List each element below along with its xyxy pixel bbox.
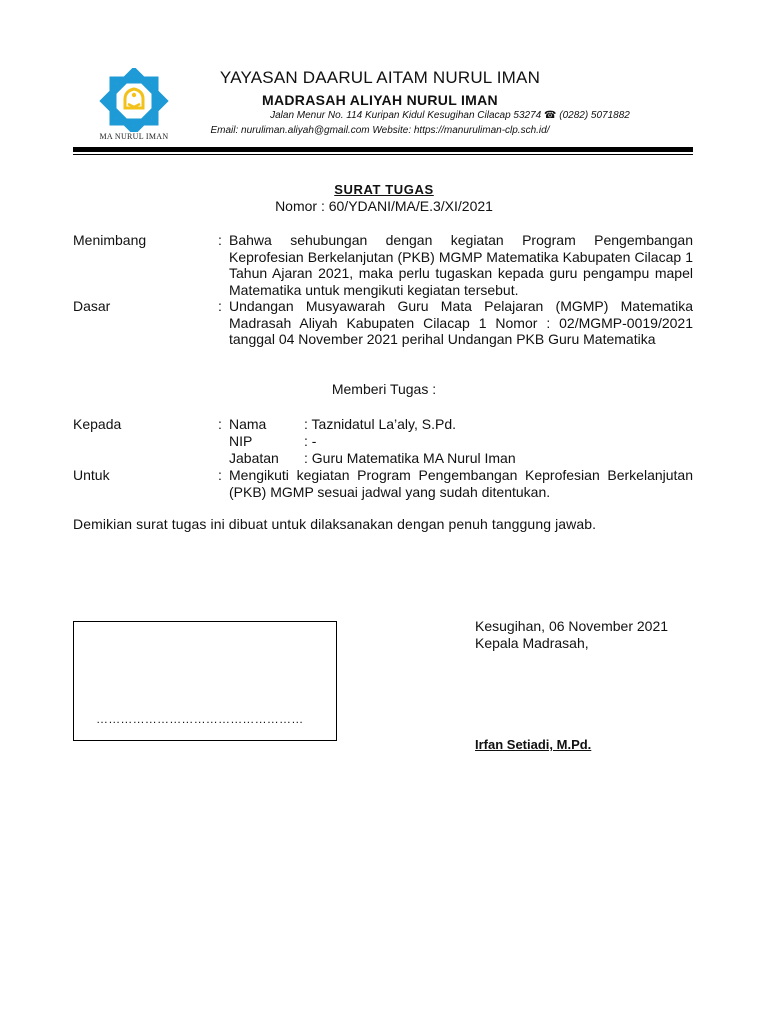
letter-title: SURAT TUGAS [334,182,434,197]
field-value-position: : Guru Matematika MA Nurul Iman [304,450,516,466]
signer-role: Kepala Madrasah, [475,635,589,651]
organization-name: YAYASAN DAARUL AITAM NURUL IMAN [219,68,541,87]
phone-number: (0282) 5071882 [559,110,630,121]
field-label-nip: NIP [229,433,253,449]
field-value-nip: : - [304,433,317,449]
field-label-position: Jabatan [229,450,279,466]
purpose-label: Untuk [73,467,110,483]
letterhead-divider-thin [73,154,693,155]
considering-colon: : [218,232,222,248]
address-text: Jalan Menur No. 114 Kuripan Kidul Kesugihan Cilacap 53274 [270,110,542,121]
basis-label: Dasar [73,298,111,314]
signature-box-dotted-line: …………………………………………… [96,712,304,726]
eight-point-star-logo-icon [92,68,176,132]
purpose-text: Mengikuti kegiatan Program Pengembangan Keprofesian Berkelanjutan (PKB) MGMP sesuai jadwal yang sudah ditentukan. [229,467,693,500]
place-date: Kesugihan, 06 November 2021 [475,618,669,634]
considering-text: Bahwa sehubungan dengan kegiatan Program Pengembangan Keprofesian Berkelanjutan (PKB) MGMP Matematika Kabupaten Cilacap 1 Tahun Ajaran 2021, maka perlu tugaskan kepada guru pengampu mapel Matematika untuk mengikuti kegiatan tersebut. [229,232,693,298]
recipient-colon: : [218,416,222,432]
considering-label: Menimbang [73,232,147,248]
logo-caption: MA NURUL IMAN [99,132,169,141]
closing-statement: Demikian surat tugas ini dibuat untuk dilaksanakan dengan penuh tanggung jawab. [73,516,597,532]
purpose-colon: : [218,467,222,483]
letterhead-divider-thick [73,147,693,152]
basis-colon: : [218,298,222,314]
recipient-label: Kepada [73,416,122,432]
school-name: MADRASAH ALIYAH NURUL IMAN [262,92,498,108]
address-line [180,110,720,121]
letter-number: Nomor : 60/YDANI/MA/E.3/XI/2021 [275,198,493,214]
phone-icon: ☎ [544,110,557,121]
field-value-name: : Taznidatul La’aly, S.Pd. [304,416,457,432]
signer-name: Irfan Setiadi, M.Pd. [475,737,592,752]
assignment-heading: Memberi Tugas : [331,381,437,397]
field-label-name: Nama [229,416,267,432]
contact-line: Email: nuruliman.aliyah@gmail.com Website: https://manuruliman-clp.sch.id/ [210,125,550,136]
basis-text: Undangan Musyawarah Guru Mata Pelajaran (MGMP) Matematika Madrasah Aliyah Kabupaten Cilacap 1 Nomor : 02/MGMP-0019/2021 tanggal 04 November 2021 perihal Undangan PKB Guru Matematika [229,298,693,347]
